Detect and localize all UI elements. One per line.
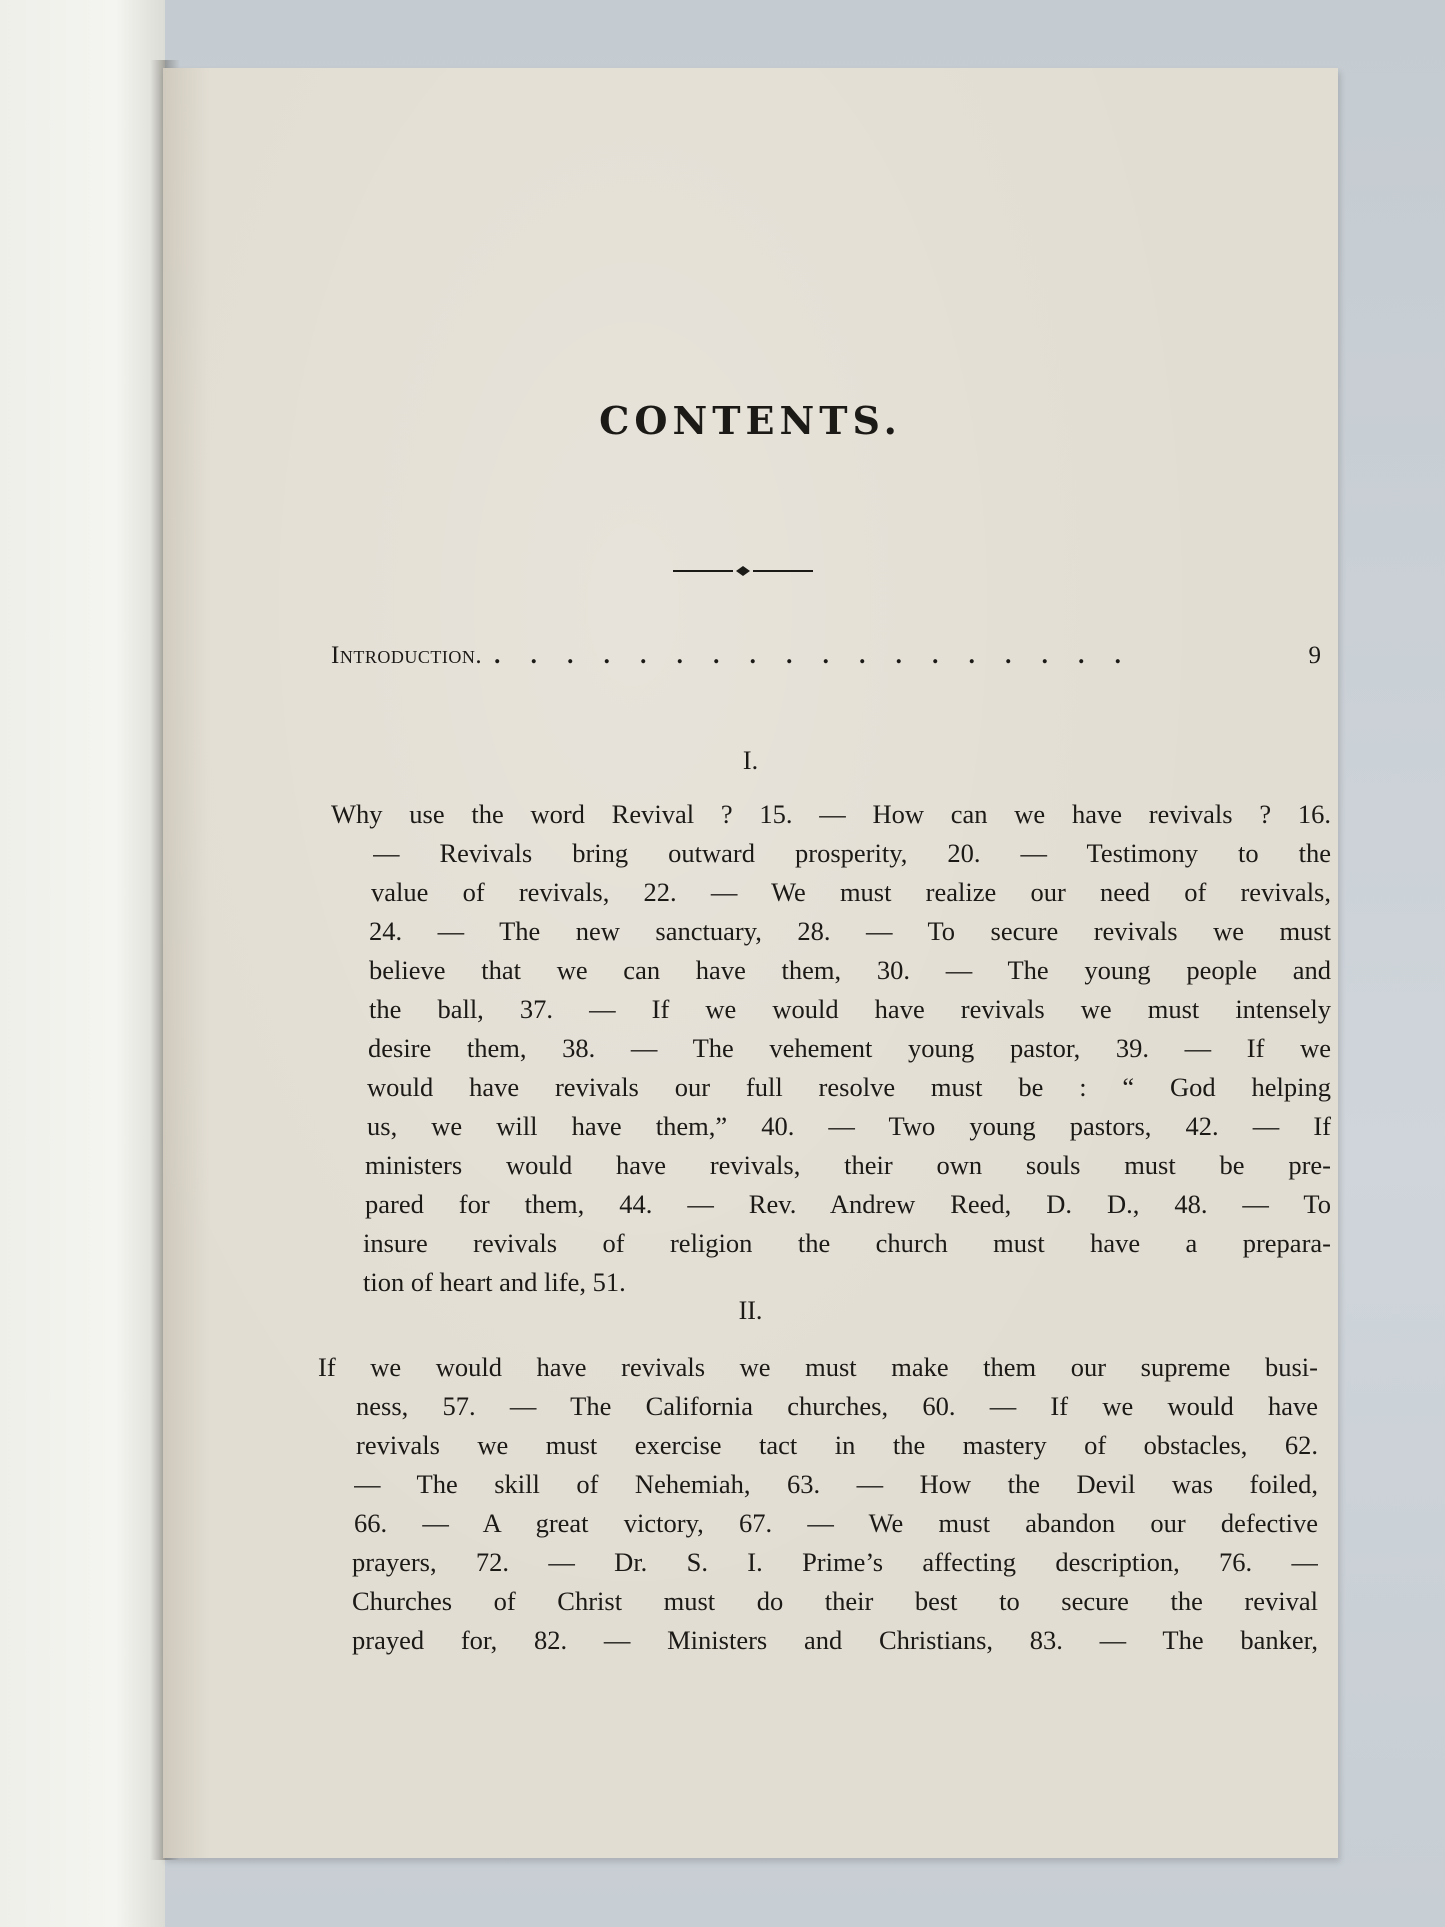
introduction-entry: [331, 642, 1321, 682]
diamond-rule-ornament-icon: [673, 564, 813, 578]
text-line: Churches of Christ must do their best to secure the revival: [352, 1586, 1318, 1616]
text-line: desire them, 38. — The vehement young pastor, 39. — If we: [368, 1033, 1331, 1063]
text-line: 24. — The new sanctuary, 28. — To secure revivals we must: [369, 916, 1331, 946]
section-numeral-2: II.: [738, 1296, 763, 1325]
text-line: — The skill of Nehemiah, 63. — How the Devil was foiled,: [354, 1469, 1318, 1499]
text-line: us, we will have them,” 40. — Two young pastors, 42. — If: [367, 1111, 1331, 1141]
dot-leader: . . . . . . . . . . . . . . . . . .: [494, 642, 1133, 669]
text-line: pared for them, 44. — Rev. Andrew Reed, D. D., 48. — To: [365, 1189, 1331, 1219]
text-line: insure revivals of religion the church must have a prepara-: [363, 1228, 1331, 1258]
text-line: Why use the word Revival ? 15. — How can we have revivals ? 16.: [331, 799, 1331, 829]
text-line: ministers would have revivals, their own souls must be pre-: [365, 1150, 1331, 1180]
text-line: prayed for, 82. — Ministers and Christians, 83. — The banker,: [352, 1625, 1318, 1655]
text-line: the ball, 37. — If we would have revivals we must intensely: [369, 994, 1331, 1024]
section-numeral-1: I.: [742, 746, 759, 775]
contents-page: [163, 68, 1338, 1858]
text-line: revivals we must exercise tact in the mastery of obstacles, 62.: [356, 1430, 1318, 1460]
text-line: If we would have revivals we must make them our supreme busi-: [318, 1352, 1318, 1382]
section-2-text: [318, 1348, 1318, 1660]
text-line: believe that we can have them, 30. — The young people and: [369, 955, 1331, 985]
text-line: tion of heart and life, 51.: [363, 1267, 626, 1297]
text-line: value of revivals, 22. — We must realize our need of revivals,: [371, 877, 1331, 907]
left-page-edge: [0, 0, 165, 1927]
text-line: prayers, 72. — Dr. S. I. Prime’s affecting description, 76. —: [352, 1547, 1318, 1577]
text-line: would have revivals our full resolve must be : “ God helping: [367, 1072, 1331, 1102]
text-line: — Revivals bring outward prosperity, 20. — Testimony to the: [373, 838, 1331, 868]
page-title: CONTENTS.: [599, 398, 902, 443]
introduction-page-number: 9: [1308, 642, 1321, 669]
text-line: 66. — A great victory, 67. — We must abandon our defective: [354, 1508, 1318, 1538]
section-1-text: [331, 795, 1331, 1302]
introduction-label: Introduction.: [331, 642, 483, 669]
text-line: ness, 57. — The California churches, 60. — If we would have: [356, 1391, 1318, 1421]
